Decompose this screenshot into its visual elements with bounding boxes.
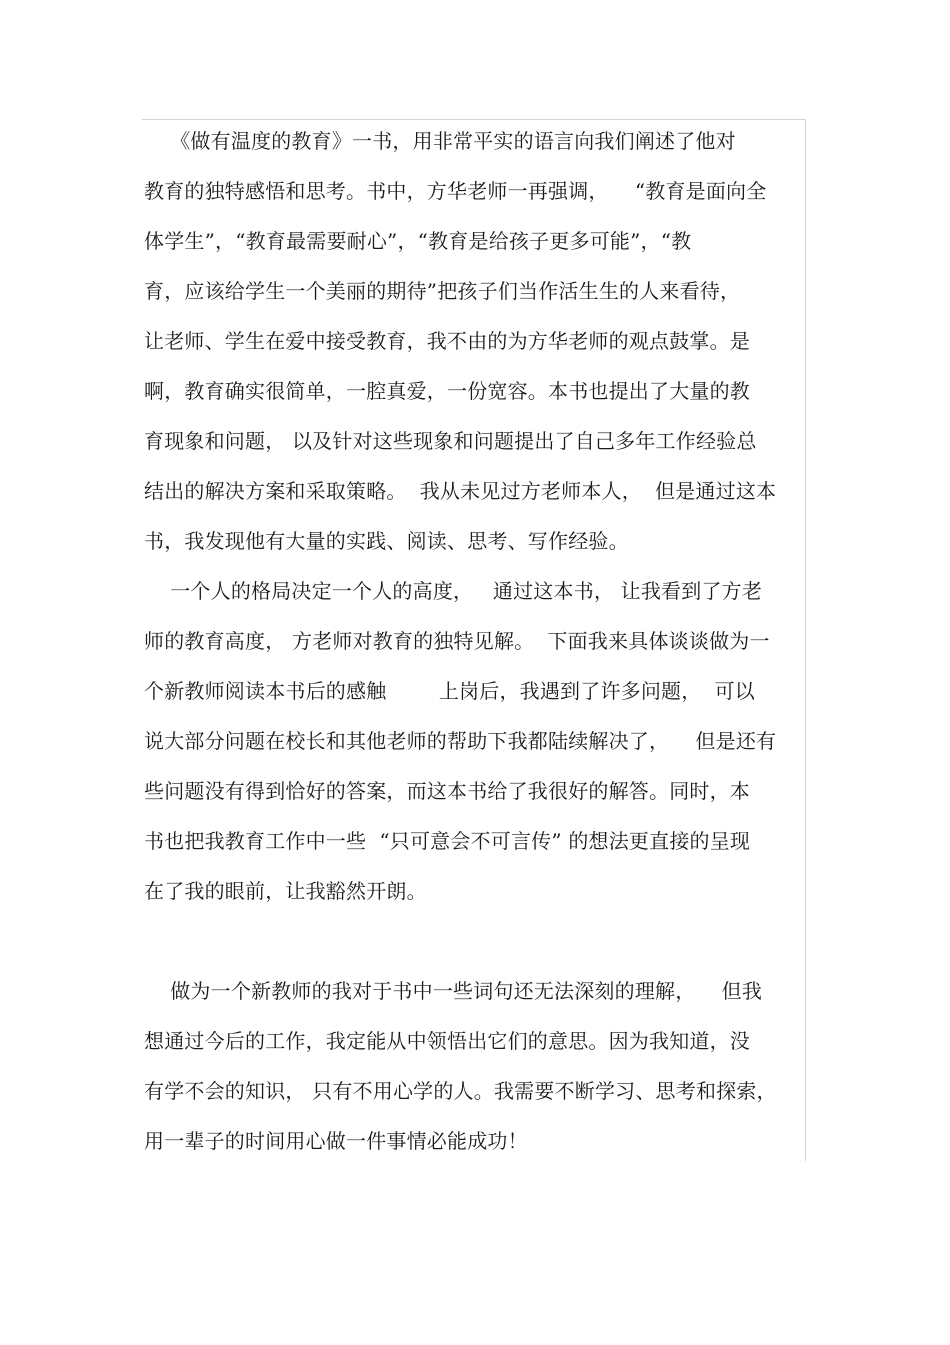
text-line: 个新教师阅读本书后的感触 上岗后，我遇到了许多问题， 可以 xyxy=(144,679,755,703)
text-line: 在了我的眼前，让我豁然开朗。 xyxy=(144,879,427,903)
text-line: 书，我发现他有大量的实践、阅读、思考、写作经验。 xyxy=(144,529,629,553)
text-line: 让老师、学生在爱中接受教育，我不由的为方华老师的观点鼓掌。是 xyxy=(144,329,750,353)
text-line: 有学不会的知识， 只有不用心学的人。我需要不断学习、思考和探索， xyxy=(144,1079,777,1103)
text-line: 说大部分问题在校长和其他老师的帮助下我都陆续解决了， 但是还有 xyxy=(144,729,777,753)
text-line: 想通过今后的工作，我定能从中领悟出它们的意思。因为我知道，没 xyxy=(144,1029,750,1053)
text-line: 做为一个新教师的我对于书中一些词句还无法深刻的理解， 但我 xyxy=(144,979,763,1003)
text-line: 结出的解决方案和采取策略。 我从未见过方老师本人， 但是通过这本 xyxy=(144,479,777,503)
text-line: 啊，教育确实很简单，一腔真爱，一份宽容。本书也提出了大量的教 xyxy=(144,379,750,403)
text-line: 一个人的格局决定一个人的高度， 通过这本书， 让我看到了方老 xyxy=(144,579,763,603)
text-line: 育，应该给学生一个美丽的期待”把孩子们当作活生生的人来看待， xyxy=(144,279,741,303)
text-line: 些问题没有得到恰好的答案，而这本书给了我很好的解答。同时，本 xyxy=(144,779,750,803)
text-line: 教育的独特感悟和思考。书中，方华老师一再强调， “教育是面向全 xyxy=(144,179,767,203)
text-line: 《做有温度的教育》一书，用非常平实的语言向我们阐述了他对 xyxy=(144,129,736,153)
text-line: 体学生”，“教育最需要耐心”，“教育是给孩子更多可能”，“教 xyxy=(144,229,692,253)
text-line: 育现象和问题， 以及针对这些现象和问题提出了自己多年工作经验总 xyxy=(144,429,757,453)
text-line: 师的教育高度， 方老师对教育的独特见解。 下面我来具体谈谈做为一 xyxy=(144,629,770,653)
text-line: 书也把我教育工作中一些 “只可意会不可言传” 的想法更直接的呈现 xyxy=(144,829,751,853)
text-line: 用一辈子的时间用心做一件事情必能成功！ xyxy=(144,1129,528,1153)
